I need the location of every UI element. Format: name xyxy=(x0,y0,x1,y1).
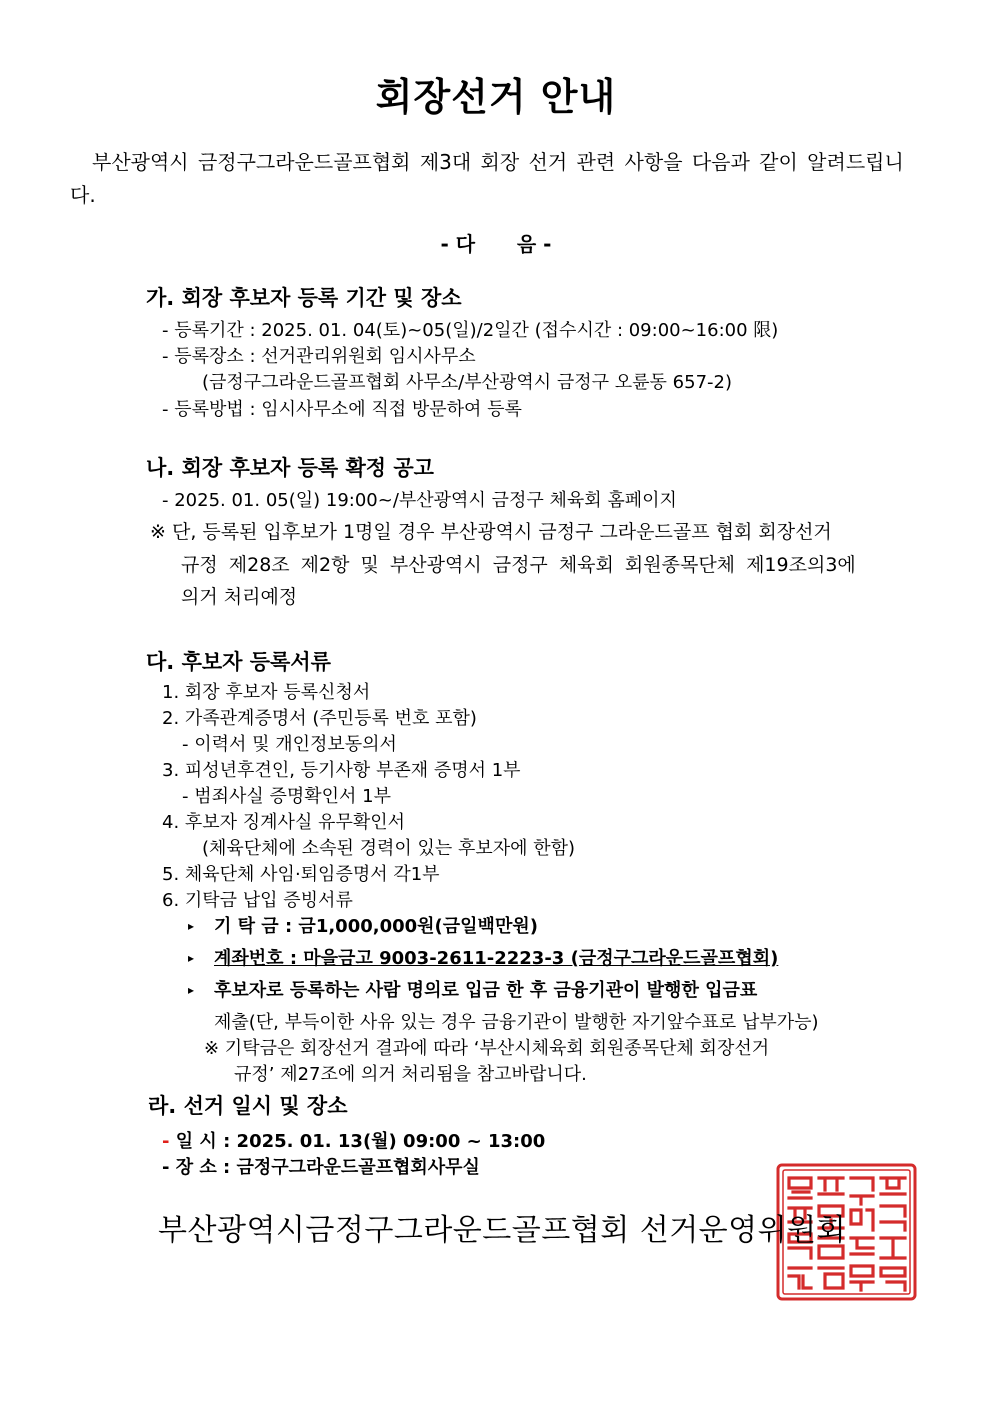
intro-paragraph: 부산광역시 금정구그라운드골프협회 제3대 회장 선거 관련 사항을 다음과 같이 알려드립니다. xyxy=(70,150,904,207)
triangle-bullet-icon: ▸ xyxy=(188,983,195,997)
doc-item-6: 6. 기탁금 납입 증빙서류 xyxy=(162,890,353,911)
registration-period: - 등록기간 : 2025. 01. 04(토)~05(일)/2일간 (접수시간 : 09:00~16:00 限) xyxy=(162,320,779,341)
election-datetime: - 일 시 : 2025. 01. 13(월) 09:00 ~ 13:00 xyxy=(162,1131,546,1152)
registration-method: - 등록방법 : 임시사무소에 직접 방문하여 등록 xyxy=(162,399,522,420)
election-place: - 장 소 : 금정구그라운드골프협회사무실 xyxy=(162,1157,480,1178)
registration-place: - 등록장소 : 선거관리위원회 임시사무소 xyxy=(162,346,476,367)
doc-item-5: 5. 체육단체 사임·퇴임증명서 각1부 xyxy=(162,864,440,885)
deposit-note-1: ※ 기탁금은 회장선거 결과에 따라 ‘부산시체육회 회원종목단체 회장선거 xyxy=(204,1038,770,1059)
doc-item-3: 3. 피성년후견인, 등기사항 부존재 증명서 1부 xyxy=(162,760,521,781)
section-ra-heading: 라. 선거 일시 및 장소 xyxy=(148,1094,348,1118)
section-ga-heading: 가. 회장 후보자 등록 기간 및 장소 xyxy=(146,286,462,310)
deposit-receipt: ▸ 후보자로 등록하는 사람 명의로 입금 한 후 금융기관이 발행한 입금표 xyxy=(188,980,758,1001)
section-na-heading: 나. 회장 후보자 등록 확정 공고 xyxy=(146,456,434,480)
triangle-bullet-icon: ▸ xyxy=(188,919,195,933)
doc-item-2-sub: - 이력서 및 개인정보동의서 xyxy=(182,734,397,755)
section-da-heading: 다. 후보자 등록서류 xyxy=(146,650,331,674)
doc-item-2: 2. 가족관계증명서 (주민등록 번호 포함) xyxy=(162,708,477,729)
doc-item-4-sub: (체육단체에 소속된 경력이 있는 후보자에 한함) xyxy=(202,838,576,859)
organizer-signature: 부산광역시금정구그라운드골프협회 선거운영위원회 xyxy=(158,1213,847,1248)
deposit-receipt-cont: 제출(단, 부득이한 사유 있는 경우 금융기관이 발행한 자기앞수표로 납부가능) xyxy=(214,1012,819,1033)
announcement-date: - 2025. 01. 05(일) 19:00~/부산광역시 금정구 체육회 홈페이지 xyxy=(162,490,677,511)
note-single-candidate: ※ 단, 등록된 입후보가 1명일 경우 부산광역시 금정구 그라운드골프 협회 회장선거 xyxy=(150,521,832,543)
account-number: ▸ 계좌번호 : 마을금고 9003-2611-2223-3 (금정구그라운드골프협회) xyxy=(188,948,779,969)
doc-item-1: 1. 회장 후보자 등록신청서 xyxy=(162,682,371,703)
daeum-heading: - 다 음 - xyxy=(440,232,552,256)
deposit-note-2: 규정’ 제27조에 의거 처리됨을 참고바랍니다. xyxy=(234,1064,587,1085)
doc-item-3-sub: - 범죄사실 증명확인서 1부 xyxy=(182,786,391,807)
note-processing: 의거 처리예정 xyxy=(181,586,298,608)
doc-item-4: 4. 후보자 징계사실 유무확인서 xyxy=(162,812,405,833)
triangle-bullet-icon: ▸ xyxy=(188,951,195,965)
note-regulation: 규정 제28조 제2항 및 부산광역시 금정구 체육회 회원종목단체 제19조의3에 xyxy=(181,554,856,576)
document-title: 회장선거 안내 xyxy=(375,75,617,119)
deposit-amount: ▸ 기 탁 금 : 금1,000,000원(금일백만원) xyxy=(188,916,538,937)
registration-address: (금정구그라운드골프협회 사무소/부산광역시 금정구 오륜동 657-2) xyxy=(202,372,732,393)
